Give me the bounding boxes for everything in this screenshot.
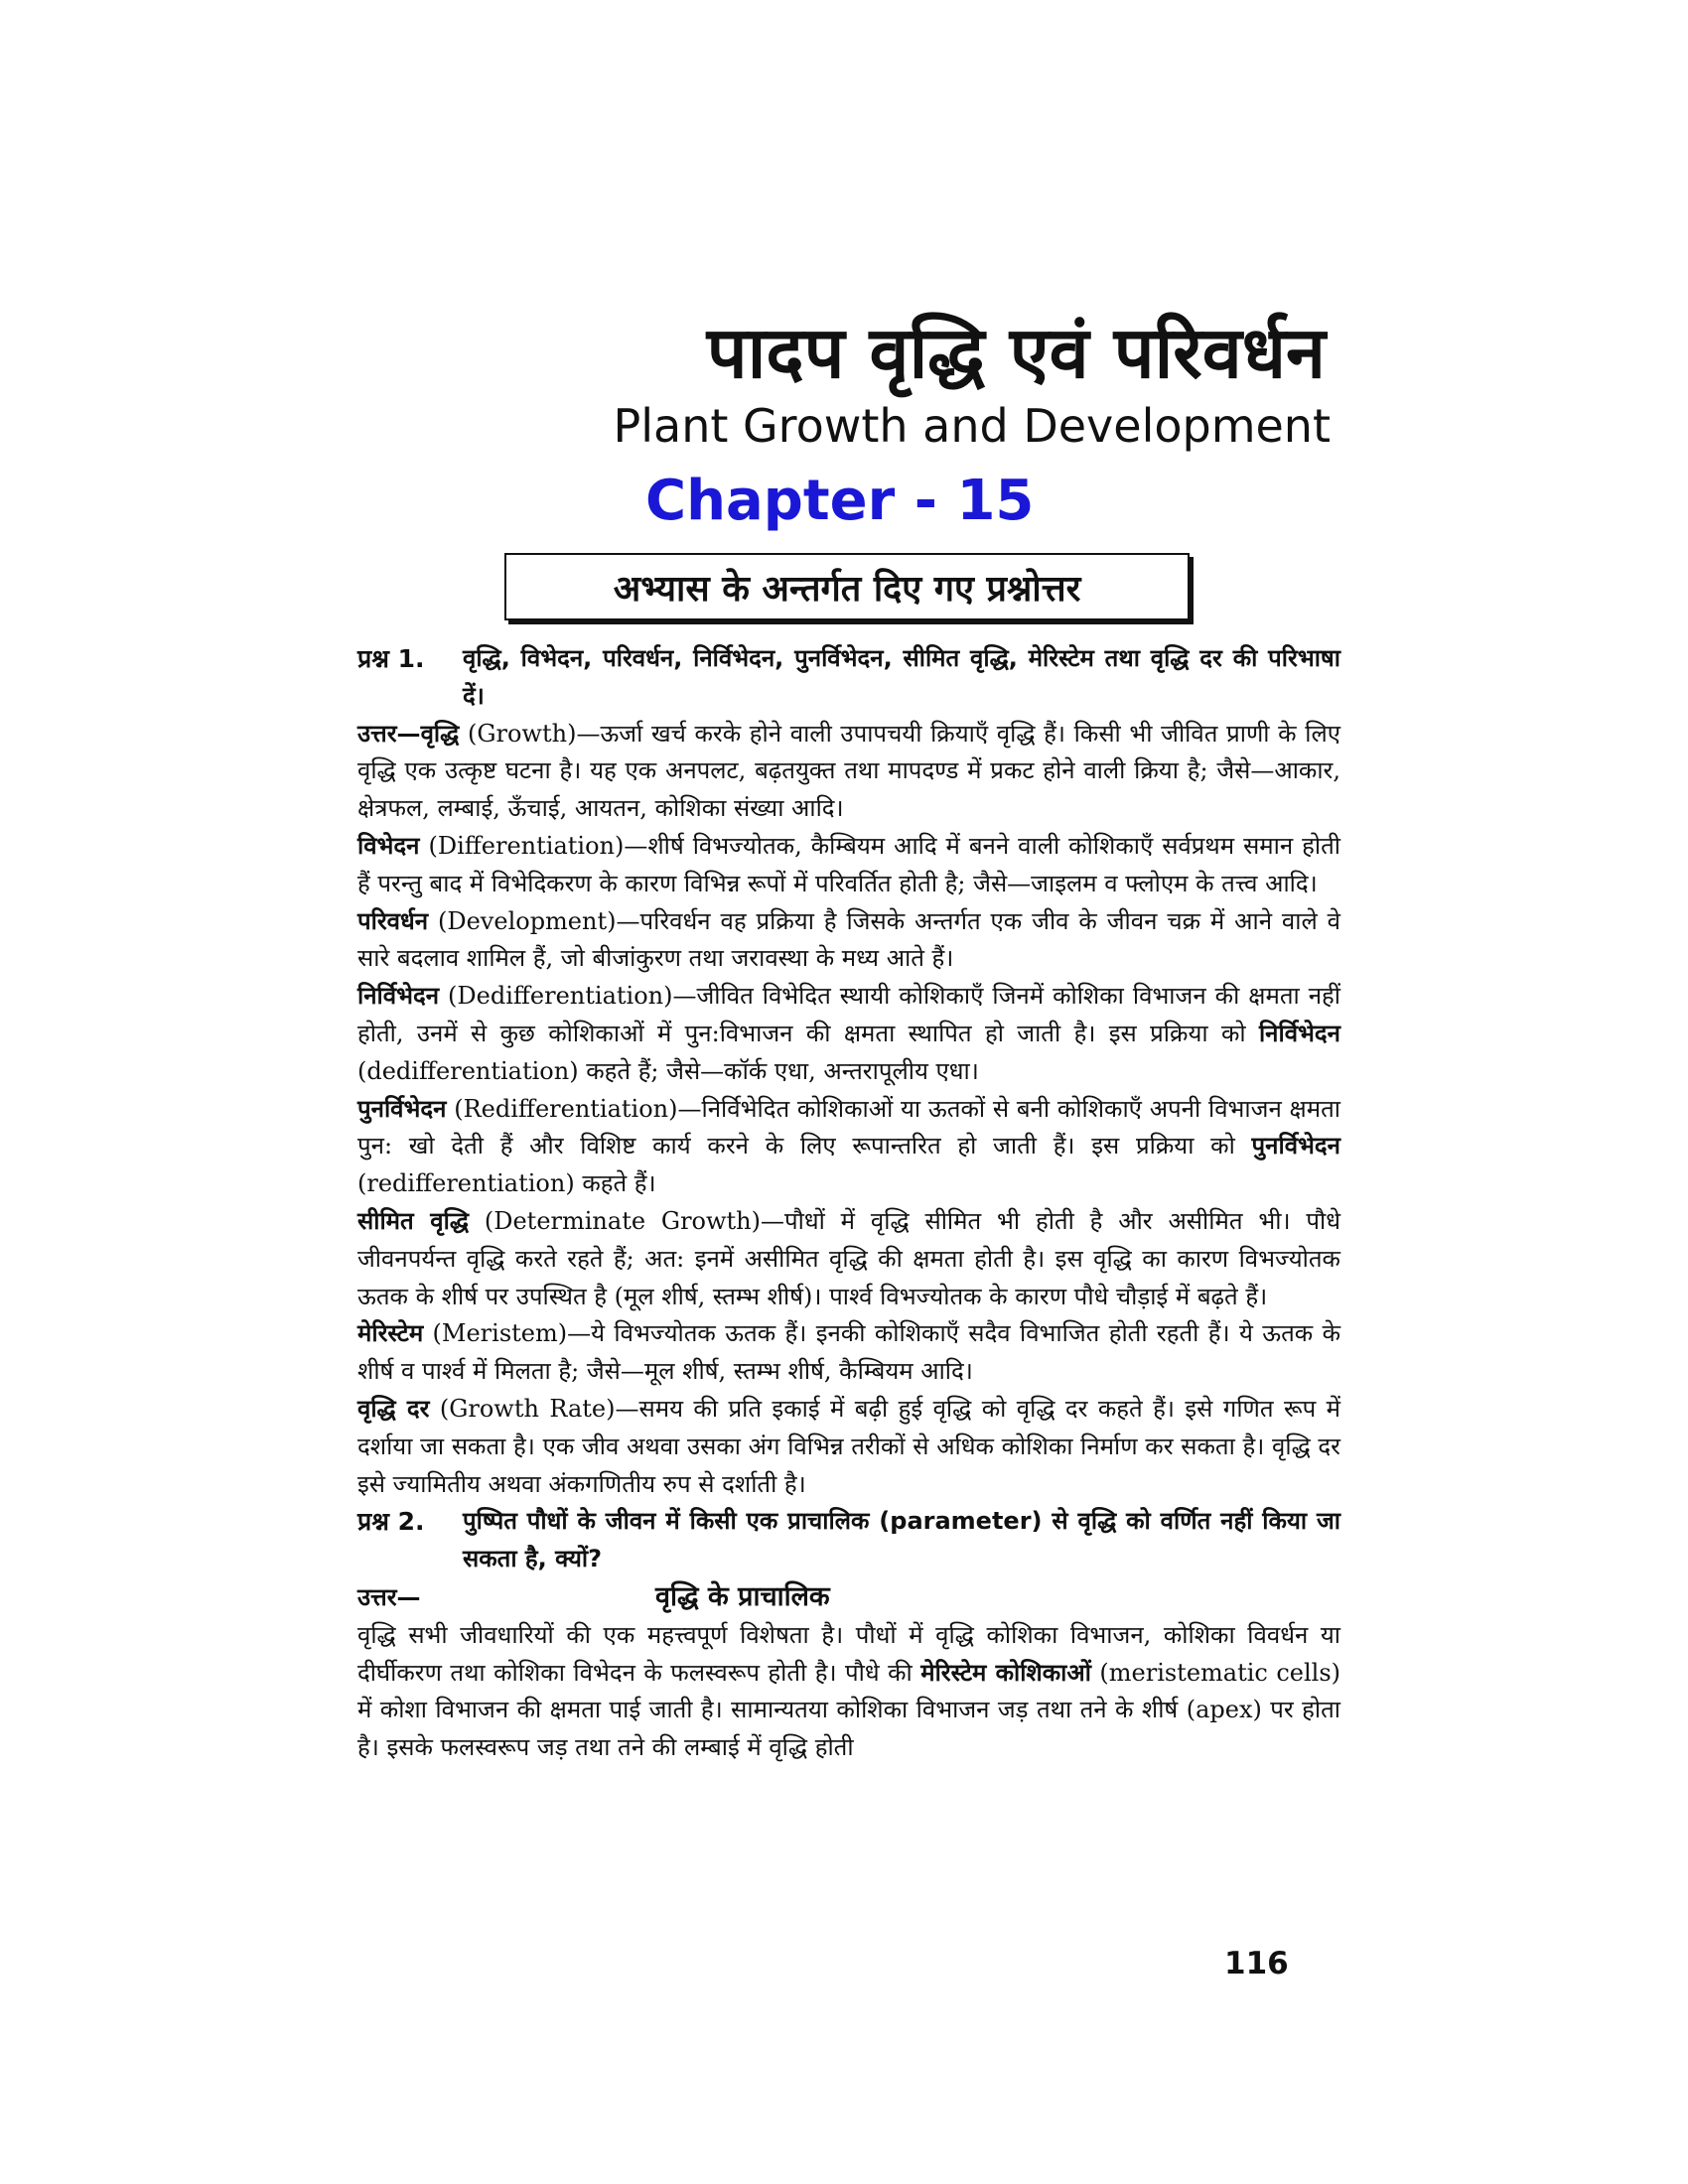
definition-text: —शीर्ष विभज्योतक, कैम्बियम आदि में बनने वाली कोशिकाएँ सर्वप्रथम समान होती हैं परन्तु बाद में विभेदिकरण के कारण विभिन्न रूपों में परिवर्तित होती है; जैसे—जाइलम व फ्लोएम के तत्त्व आदि।	[357, 831, 1340, 897]
definition-english: (Growth)	[459, 719, 577, 748]
answer-2-subheading: वृद्धि के प्राचालिक	[655, 1580, 830, 1612]
answer-1-label: उत्तर—	[357, 719, 421, 748]
definition-redifferentiation	[357, 1091, 1340, 1203]
question-2-label: प्रश्न 2.	[357, 1507, 425, 1537]
question-1-text: वृद्धि, विभेदन, परिवर्धन, निर्विभेदन, पुनर्विभेदन, सीमित वृद्धि, मेरिस्टेम तथा वृद्धि दर की परिभाषा दें।	[463, 644, 1340, 710]
definition-english: (Determinate Growth)	[469, 1206, 761, 1235]
definition-text: —ये विभज्योतक ऊतक हैं। इनकी कोशिकाएँ सदैव विभाजित होती रहती हैं। ये ऊतक के शीर्ष व पार्श्व में मिलता है; जैसे—मूल शीर्ष, स्तम्भ शीर्ष, कैम्बियम आदि।	[357, 1319, 1340, 1386]
definition-term: निर्विभेदन	[357, 982, 440, 1011]
definition-text: —निर्विभेदित कोशिकाओं या ऊतकों से बनी कोशिकाएँ अपनी विभाजन क्षमता पुन: खो देती हैं और विशिष्ट कार्य करने के लिए रूपान्तरित हो जाती हैं। इस प्रक्रिया को	[357, 1094, 1340, 1160]
definition-english: (Dedifferentiation)	[439, 982, 673, 1011]
definition-term: सीमित वृद्धि	[357, 1206, 470, 1235]
definition-term: मेरिस्टेम	[357, 1319, 424, 1348]
question-1-label: प्रश्न 1.	[357, 644, 425, 673]
definition-text: —ऊर्जा खर्च करके होने वाली उपापचयी क्रियाएँ वृद्धि हैं। किसी भी जीवित प्राणी के लिए वृद्धि एक उत्कृष्ट घटना है। यह एक अनपलट, बढ़तयुक्त तथा मापदण्ड में प्रकट होने वाली क्रिया है; जैसे—आकार, क्षेत्रफल, लम्बाई, ऊँचाई, आयतन, कोशिका संख्या आदि।	[357, 719, 1341, 823]
definition-text: —परिवर्धन वह प्रक्रिया है जिसके अन्तर्गत एक जीव के जीवन चक्र में आने वाले वे सारे बदलाव शामिल हैं, जो बीजांकुरण तथा जरावस्था के मध्य आते हैं।	[357, 906, 1340, 973]
definition-english: (Redifferentiation)	[446, 1094, 678, 1123]
definition-term: वृद्धि	[420, 719, 460, 748]
definition-term-repeat: निर्विभेदन	[1258, 1019, 1340, 1047]
answer-2-heading-row	[357, 1578, 1340, 1617]
definition-english: (Growth Rate)	[429, 1394, 616, 1423]
question-2	[357, 1503, 1340, 1578]
definition-term: विभेदन	[357, 831, 420, 860]
definition-growth-rate	[357, 1391, 1340, 1503]
chapter-number: Chapter - 15	[645, 469, 1035, 533]
answer-2-bold-term: मेरिस्टेम कोशिकाओं	[920, 1658, 1091, 1687]
content-body	[357, 640, 1340, 1767]
definition-english: (Meristem)	[423, 1319, 568, 1348]
definition-term: वृद्धि दर	[357, 1394, 430, 1423]
definition-term-repeat: पुनर्विभेदन	[1251, 1132, 1340, 1160]
question-1	[357, 640, 1340, 716]
definition-text: —समय की प्रति इकाई में बढ़ी हुई वृद्धि को वृद्धि दर कहते हैं। इसे गणित रूप में दर्शाया जा सकता है। एक जीव अथवा उसका अंग विभिन्न तरीकों से अधिक कोशिका निर्माण कर सकता है। वृद्धि दर इसे ज्यामितीय अथवा अंकगणितीय रुप से दर्शाती है।	[357, 1394, 1341, 1498]
definition-text-tail: (dedifferentiation) कहते हैं; जैसे—कॉर्क एधा, अन्तरापूलीय एधा।	[357, 1056, 979, 1085]
definition-english: (Differentiation)	[419, 831, 625, 860]
answer-2-label: उत्तर—	[357, 1582, 421, 1611]
question-2-text: पुष्पित पौधों के जीवन में किसी एक प्राचालिक (parameter) से वृद्धि को वर्णित नहीं किया जा सकता है, क्यों?	[463, 1507, 1340, 1573]
answer-2-text-end: (meristematic cells) में कोशा विभाजन की क्षमता पाई जाती है। सामान्यतया कोशिका विभाजन जड़ तथा तने के शीर्ष (apex) पर होता है। इसके फलस्वरूप जड़ तथा तने की लम्बाई में वृद्धि होती	[357, 1658, 1340, 1762]
definition-term: परिवर्धन	[357, 906, 429, 935]
definition-determinate-growth	[357, 1203, 1340, 1315]
section-heading: अभ्यास के अन्तर्गत दिए गए प्रश्नोत्तर	[613, 568, 1081, 610]
definition-english: (Development)	[428, 906, 617, 935]
definition-dedifferentiation	[357, 978, 1340, 1090]
answer-2-text-start: वृद्धि सभी जीवधारियों की एक महत्त्वपूर्ण विशेषता है। पौधों में वृद्धि कोशिका विभाजन, कोशिका विवर्धन या दीर्घीकरण तथा कोशिका विभेदन के फलस्वरूप होती है। पौधे की	[357, 1620, 1340, 1687]
page-number: 116	[1224, 1946, 1289, 1981]
chapter-title-hindi: पादप वृद्धि एवं परिवर्धन	[706, 311, 1326, 394]
definition-text: —जीवित विभेदित स्थायी कोशिकाएँ जिनमें कोशिका विभाजन की क्षमता नहीं होती, उनमें से कुछ कोशिकाओं में पुन:विभाजन की क्षमता स्थापित हो जाती है। इस प्रक्रिया को	[357, 982, 1340, 1047]
definition-text: —पौधों में वृद्धि सीमित भी होती है और असीमित भी। पौधे जीवनपर्यन्त वृद्धि करते रहते हैं; अत: इनमें असीमित वृद्धि की क्षमता होती है। इस वृद्धि का कारण विभज्योतक ऊतक के शीर्ष पर उपस्थित है (मूल शीर्ष, स्तम्भ शीर्ष)। पार्श्व विभज्योतक के कारण पौधे चौड़ाई में बढ़ते हैं।	[357, 1206, 1340, 1310]
chapter-title-english: Plant Growth and Development	[613, 399, 1331, 453]
definition-development	[357, 903, 1340, 979]
definition-differentiation	[357, 828, 1340, 903]
definition-meristem	[357, 1315, 1340, 1391]
definition-term: पुनर्विभेदन	[357, 1094, 447, 1123]
definition-growth	[357, 716, 1340, 828]
section-heading-box	[504, 553, 1190, 620]
answer-2-body	[357, 1617, 1340, 1767]
definition-text-tail: (redifferentiation) कहते हैं।	[357, 1169, 656, 1198]
